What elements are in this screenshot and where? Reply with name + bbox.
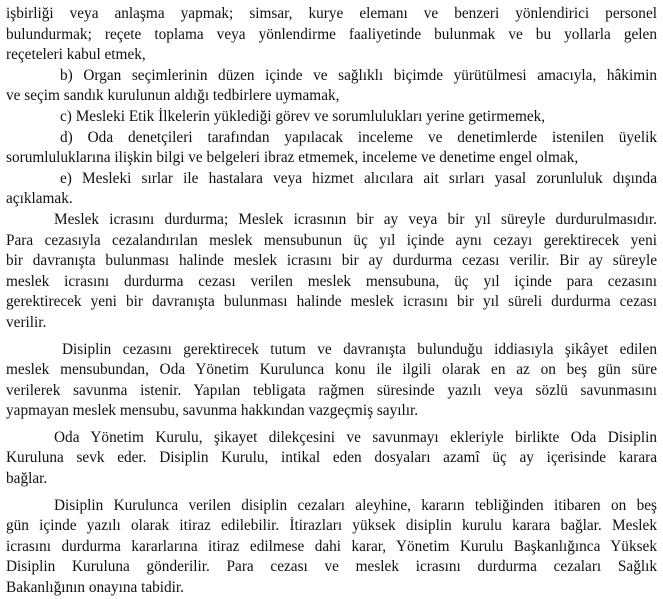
text-line: Meslek icrasını durdurma; Meslek icrasının bir ay veya bir yıl süreyle durdurulmasıdır. bbox=[54, 210, 657, 228]
text-line: meslek icrasını durdurma cezası verilen meslek mensubuna, üç yıl içinde para cezasını bbox=[6, 272, 657, 290]
text-line: ve seçim sandık kurulunun aldığı tedbirlere uymamak, bbox=[6, 87, 340, 105]
paragraph-savunma bbox=[6, 340, 657, 422]
text-line: Disiplin Kuruluna gönderilir. Para cezası ve meslek icrasını durdurma cezaları Sağlık bbox=[6, 558, 657, 576]
text-line: Oda Yönetim Kurulu, şikayet dilekçesini ve savunmayı ekleriyle birlikte Oda Disiplin bbox=[54, 428, 657, 446]
paragraph-meslek-icrasini-durdurma bbox=[6, 210, 657, 334]
paragraph-continuation bbox=[6, 4, 657, 66]
paragraph-sevk bbox=[6, 428, 657, 490]
paragraph-item-c bbox=[6, 107, 657, 128]
paragraph-itiraz bbox=[6, 496, 657, 599]
text-line: gerektirecek yeni bir davranışta bulunması halinde meslek icrasını bir yıl süreli durdurma cezası bbox=[6, 293, 657, 311]
text-line: b) Organ seçimlerinin düzen içinde ve sağlıklı biçimde yürütülmesi amacıyla, hâkimin bbox=[60, 66, 657, 84]
text-line: d) Oda denetçileri tarafından yapılacak inceleme ve denetimlerde istenilen üyelik bbox=[60, 128, 657, 146]
text-line: Bakanlığının onayına tabidir. bbox=[6, 579, 185, 597]
text-line: Disiplin Kurulunca verilen disiplin cezaları aleyhine, kararın tebliğinden itibaren on beş bbox=[54, 496, 657, 514]
paragraph-item-d bbox=[6, 128, 657, 169]
text-line: icrasını durdurma kararlarına itiraz edilmese dahi karar, Yönetim Kurulu Başkanlığınca Yüksek bbox=[6, 537, 657, 555]
text-line: Kuruluna sevk eder. Disiplin Kurulu, intikal eden dosyaları azamî üç ay içerisinde karara bbox=[6, 449, 657, 467]
text-line: bağlar. bbox=[6, 470, 48, 488]
text-line: yapmayan meslek mensubu, savunma hakkından vazgeçmiş sayılır. bbox=[6, 402, 419, 420]
text-line: işbirliği veya anlaşma yapmak; simsar, kurye elemanı ve benzeri yönlendirici personel bbox=[6, 5, 657, 22]
text-line: açıklamak. bbox=[6, 190, 73, 208]
text-line: c) Mesleki Etik İlkelerin yüklediği görev ve sorumlulukları yerine getirmemek, bbox=[60, 107, 546, 125]
text-line: verilerek savunma istenir. Yapılan tebligata rağmen süresinde yazılı veya sözlü savunmasını bbox=[6, 381, 657, 399]
text-line: bulundurmak; reçete toplama veya yönlendirme faaliyetinde bulunmak ve bu yollarla gelen bbox=[6, 25, 657, 43]
text-line: gün içinde yazılı olarak itiraz edilebilir. İtirazları yüksek disiplin kurulu karara bağlar. Meslek bbox=[6, 517, 657, 535]
text-line: Para cezasıyla cezalandırılan meslek mensubunun üç yıl içinde aynı cezayı gerektirecek yeni bbox=[6, 231, 657, 249]
paragraph-item-e bbox=[6, 169, 657, 210]
text-line: verilir. bbox=[6, 313, 47, 331]
text-line: reçeteleri kabul etmek, bbox=[6, 46, 146, 64]
paragraph-item-b bbox=[6, 66, 657, 107]
text-line: Disiplin cezasını gerektirecek tutum ve davranışta bulunduğu iddiasıyla şikâyet edilen bbox=[62, 340, 657, 358]
text-line: e) Mesleki sırlar ile hastalara veya hizmet alıcılara ait sırları yasal zorunluluk dışında bbox=[60, 169, 657, 187]
text-line: meslek mensubundan, Oda Yönetim Kurulunca konu ile ilgili olarak en az on beş gün süre bbox=[6, 361, 657, 379]
text-line: bir davranışta bulunması halinde meslek icrasını bir ay durdurma cezası verilir. Bir ay süreyle bbox=[6, 252, 657, 270]
text-line: sorumluluklarına ilişkin bilgi ve belgeleri ibraz etmemek, inceleme ve denetime engel olmak, bbox=[6, 149, 579, 167]
